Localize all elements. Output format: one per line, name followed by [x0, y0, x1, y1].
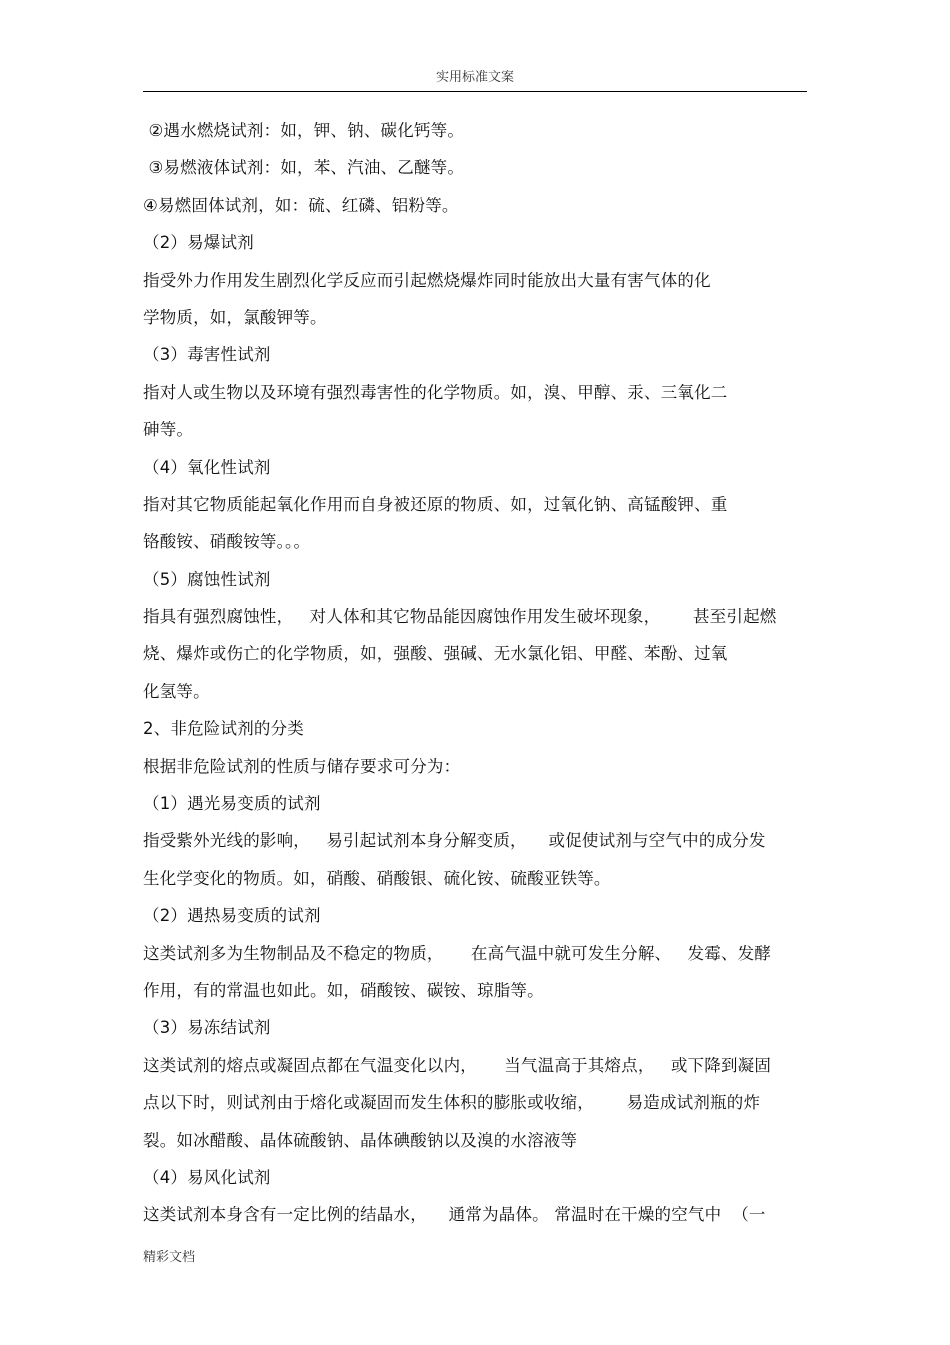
text-line: 指对人或生物以及环境有强烈毒害性的化学物质。如，溴、甲醇、汞、三氧化二 — [143, 382, 728, 402]
text-line: 点以下时，则试剂由于熔化或凝固而发生体积的膨胀或收缩， 易造成试剂瓶的炸 — [143, 1093, 761, 1113]
section-heading: （5）腐蚀性试剂 — [143, 569, 271, 589]
section-heading: （3）毒害性试剂 — [143, 345, 271, 365]
text-line: 指受外力作用发生剧烈化学反应而引起燃烧爆炸同时能放出大量有害气体的化 — [143, 270, 711, 290]
section-heading: （2）易爆试剂 — [143, 233, 254, 253]
text-line: 根据非危险试剂的性质与储存要求可分为： — [143, 756, 461, 776]
text-line: 作用，有的常温也如此。如，硝酸铵、碳铵、琼脂等。 — [143, 980, 544, 1000]
section-heading: （1）遇光易变质的试剂 — [143, 794, 321, 814]
page-header: 实用标准文案 — [435, 70, 514, 85]
header-divider — [143, 91, 807, 92]
text-line: 这类试剂多为生物制品及不稳定的物质， 在高气温中就可发生分解、 发霉、发酵 — [143, 943, 772, 963]
text-line: ②遇水燃烧试剂：如，钾、钠、碳化钙等。 — [143, 121, 465, 140]
text-line: 学物质，如，氯酸钾等。 — [143, 307, 327, 327]
text-line: ③易燃液体试剂：如，苯、汽油、乙醚等。 — [143, 158, 465, 178]
text-line: 生化学变化的物质。如，硝酸、硝酸银、硫化铵、硫酸亚铁等。 — [143, 868, 611, 888]
section-heading: （4）氧化性试剂 — [143, 457, 271, 477]
text-line: ④易燃固体试剂，如：硫、红磷、铝粉等。 — [143, 195, 459, 215]
text-line: 铬酸铵、硝酸铵等。。。 — [143, 532, 311, 552]
document-body — [143, 112, 813, 1234]
text-line: 烧、爆炸或伤亡的化学物质，如，强酸、强碱、无水氯化铝、甲醛、苯酚、过氧 — [143, 644, 728, 664]
page-footer: 精彩文档 — [143, 1250, 196, 1265]
text-line: 指受紫外光线的影响， 易引起试剂本身分解变质， 或促使试剂与空气中的成分发 — [143, 831, 766, 851]
text-line: 指对其它物质能起氧化作用而自身被还原的物质、如，过氧化钠、高锰酸钾、重 — [143, 494, 728, 514]
section-heading: （2）遇热易变质的试剂 — [143, 906, 321, 926]
text-line: 这类试剂本身含有一定比例的结晶水， 通常为晶体。 常温时在干燥的空气中 （一 — [143, 1205, 766, 1225]
section-heading: （4）易风化试剂 — [143, 1167, 271, 1187]
text-line: 指具有强烈腐蚀性， 对人体和其它物品能因腐蚀作用发生破坏现象， 甚至引起燃 — [143, 607, 777, 627]
text-line: 这类试剂的熔点或凝固点都在气温变化以内， 当气温高于其熔点， 或下降到凝固 — [143, 1055, 772, 1075]
text-line: 砷等。 — [143, 420, 194, 440]
section-heading: 2、非危险试剂的分类 — [143, 719, 304, 739]
text-line: 化氢等。 — [143, 681, 210, 701]
section-heading: （3）易冻结试剂 — [143, 1018, 271, 1038]
text-line: 裂。如冰醋酸、晶体硫酸钠、晶体碘酸钠以及溴的水溶液等 — [143, 1130, 578, 1150]
